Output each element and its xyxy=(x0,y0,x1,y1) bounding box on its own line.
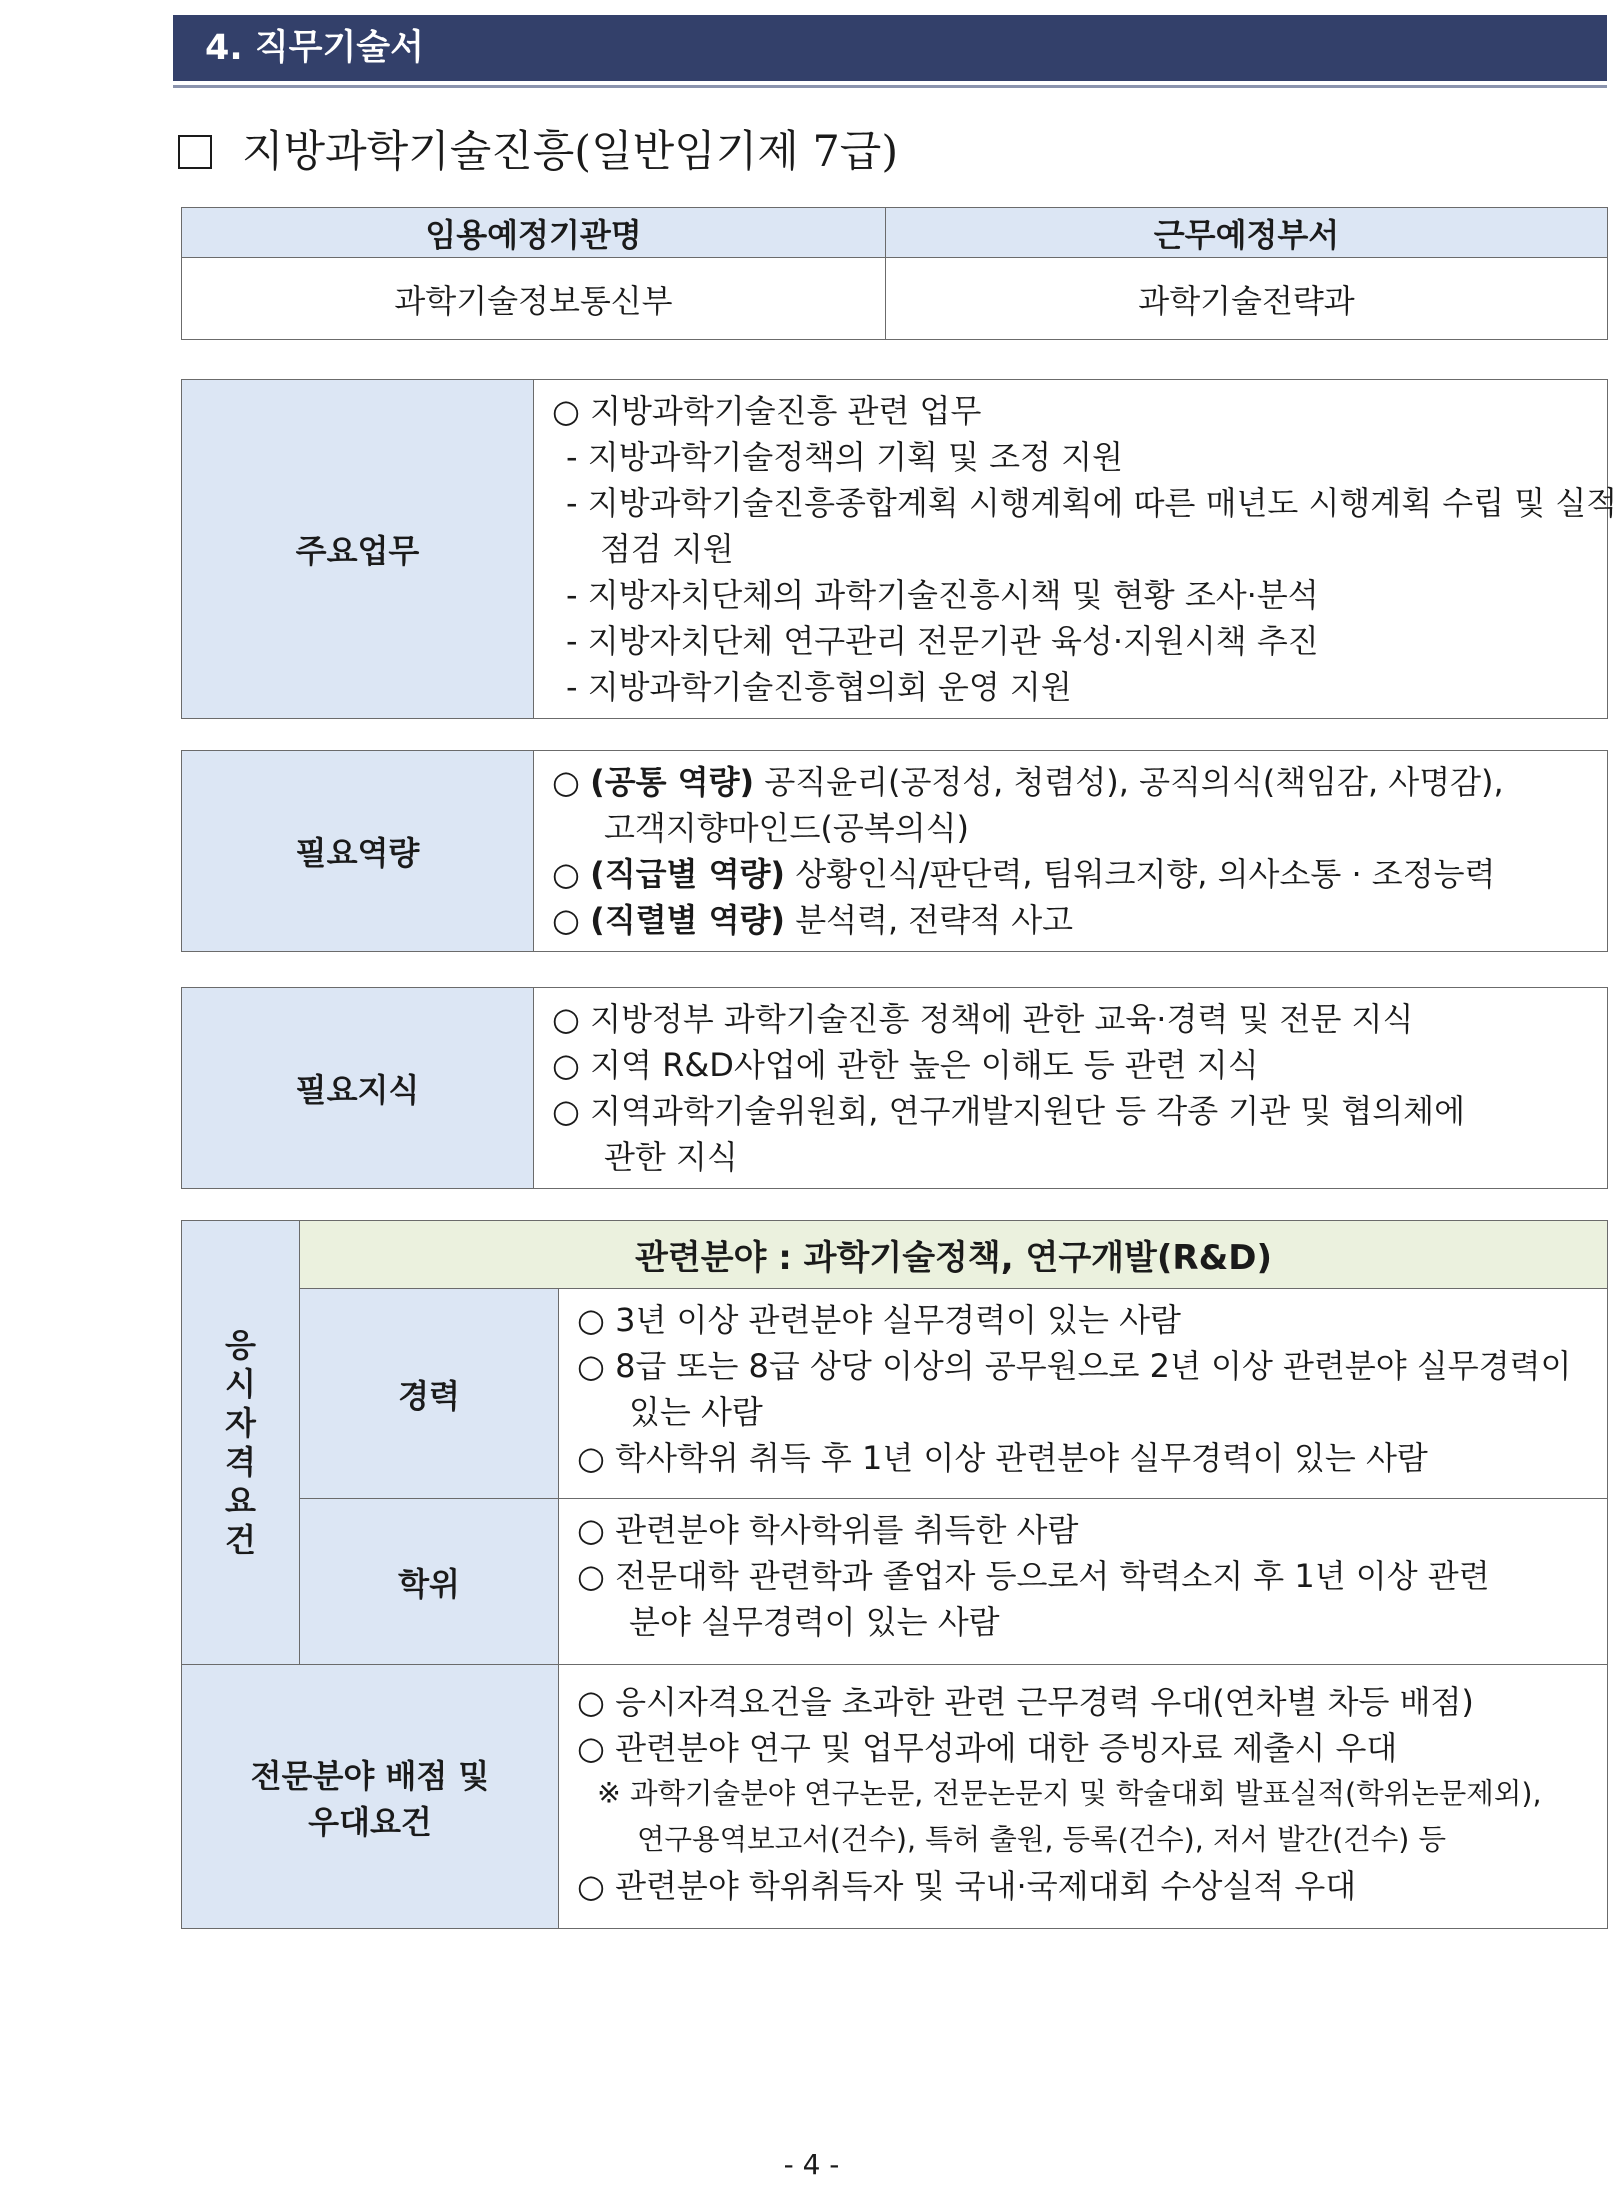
section-title-bar xyxy=(173,15,1607,81)
duty-line: - 지방자치단체 연구관리 전문기관 육성·지원시책 추진 xyxy=(566,622,1319,660)
competency-text: 공직윤리(공정성, 청렴성), 공직의식(책임감, 사명감), xyxy=(754,763,1504,801)
competency-type: (직렬별 역량) xyxy=(590,901,786,939)
career-line: ○ 3년 이상 관련분야 실무경력이 있는 사람 xyxy=(577,1301,1181,1339)
agency-header: 임용예정기관명 xyxy=(182,208,886,258)
competency-text: 분석력, 전략적 사고 xyxy=(785,901,1074,939)
bullet-icon: ○ xyxy=(552,901,580,939)
qualification-table xyxy=(181,1220,1608,1929)
page-number: - 4 - xyxy=(783,2148,840,2181)
competency-type: (공통 역량) xyxy=(590,763,755,801)
preference-note: 연구용역보고서(건수), 특허 출원, 등록(건수), 저서 발간(건수) 등 xyxy=(637,1823,1446,1856)
vertical-char: 건 xyxy=(225,1520,256,1559)
career-line: ○ 8급 또는 8급 상당 이상의 공무원으로 2년 이상 관련분야 실무경력이 xyxy=(577,1347,1572,1385)
vertical-char: 응 xyxy=(225,1325,256,1364)
competency-text: 상황인식/판단력, 팀워크지향, 의사소통 · 조정능력 xyxy=(785,855,1496,893)
competency-line xyxy=(552,805,1593,851)
department-value: 과학기술전략과 xyxy=(886,258,1608,340)
duties-content xyxy=(534,380,1618,719)
heading-text: 지방과학기술진흥(일반임기제 7급) xyxy=(242,127,899,177)
preference-line: ○ 관련분야 연구 및 업무성과에 대한 증빙자료 제출시 우대 xyxy=(577,1729,1398,1767)
page-heading xyxy=(178,122,898,182)
duty-line: - 지방과학기술진흥종합계획 시행계획에 따른 매년도 시행계획 수립 및 실적 xyxy=(566,484,1618,522)
competency-line xyxy=(552,897,1593,943)
duty-line: - 지방자치단체의 과학기술진흥시책 및 현황 조사·분석 xyxy=(566,576,1319,614)
competency-line xyxy=(552,851,1593,897)
knowledge-table xyxy=(181,987,1608,1189)
knowledge-content xyxy=(534,988,1608,1189)
career-label: 경력 xyxy=(300,1289,559,1499)
preference-label-line: 우대요건 xyxy=(308,1802,432,1841)
related-field-header: 관련분야 : 과학기술정책, 연구개발(R&D) xyxy=(300,1221,1608,1289)
agency-value: 과학기술정보통신부 xyxy=(182,258,886,340)
checkbox-icon xyxy=(178,135,212,169)
degree-line: ○ 전문대학 관련학과 졸업자 등으로서 학력소지 후 1년 이상 관련 xyxy=(577,1557,1490,1595)
degree-line: 분야 실무경력이 있는 사람 xyxy=(629,1603,1000,1641)
qualification-vertical-label xyxy=(182,1221,300,1665)
duty-line: ○ 지방과학기술진흥 관련 업무 xyxy=(552,392,982,430)
preference-line: ○ 관련분야 학위취득자 및 국내·국제대회 수상실적 우대 xyxy=(577,1867,1357,1905)
section-title: 4. 직무기술서 xyxy=(205,28,424,68)
duty-line: 점검 지원 xyxy=(600,530,734,568)
duties-label: 주요업무 xyxy=(182,380,534,719)
knowledge-line: ○ 지역 R&D사업에 관한 높은 이해도 등 관련 지식 xyxy=(552,1046,1259,1084)
preference-line: ○ 응시자격요건을 초과한 관련 근무경력 우대(연차별 차등 배점) xyxy=(577,1683,1474,1721)
preference-note: ※ 과학기술분야 연구논문, 전문논문지 및 학술대회 발표실적(학위논문제외), xyxy=(597,1777,1542,1810)
vertical-char: 시 xyxy=(225,1364,256,1403)
department-header: 근무예정부서 xyxy=(886,208,1608,258)
duty-line: - 지방과학기술진흥협의회 운영 지원 xyxy=(566,668,1072,706)
section-divider xyxy=(173,85,1607,88)
vertical-char: 격 xyxy=(225,1442,256,1481)
preference-label-line: 전문분야 배점 및 xyxy=(250,1756,490,1795)
competency-type: (직급별 역량) xyxy=(590,855,786,893)
vertical-char: 요 xyxy=(225,1481,256,1520)
bullet-icon: ○ xyxy=(552,763,580,801)
duty-line: - 지방과학기술정책의 기획 및 조정 지원 xyxy=(566,438,1123,476)
organization-table xyxy=(181,207,1608,340)
competency-table xyxy=(181,750,1608,952)
competency-content xyxy=(534,751,1608,952)
vertical-char: 자 xyxy=(225,1403,256,1442)
career-content xyxy=(559,1289,1608,1499)
competency-label: 필요역량 xyxy=(182,751,534,952)
preference-content xyxy=(559,1665,1608,1929)
degree-content xyxy=(559,1499,1608,1665)
career-line: 있는 사람 xyxy=(629,1393,763,1431)
degree-line: ○ 관련분야 학사학위를 취득한 사람 xyxy=(577,1511,1079,1549)
knowledge-label: 필요지식 xyxy=(182,988,534,1189)
knowledge-line: ○ 지역과학기술위원회, 연구개발지원단 등 각종 기관 및 협의체에 xyxy=(552,1092,1466,1130)
career-line: ○ 학사학위 취득 후 1년 이상 관련분야 실무경력이 있는 사람 xyxy=(577,1439,1428,1477)
competency-text: 고객지향마인드(공복의식) xyxy=(604,809,970,847)
knowledge-line: 관한 지식 xyxy=(604,1138,738,1176)
knowledge-line: ○ 지방정부 과학기술진흥 정책에 관한 교육·경력 및 전문 지식 xyxy=(552,1000,1414,1038)
competency-line xyxy=(552,759,1593,805)
preference-label xyxy=(182,1665,559,1929)
bullet-icon: ○ xyxy=(552,855,580,893)
degree-label: 학위 xyxy=(300,1499,559,1665)
duties-table xyxy=(181,379,1618,719)
